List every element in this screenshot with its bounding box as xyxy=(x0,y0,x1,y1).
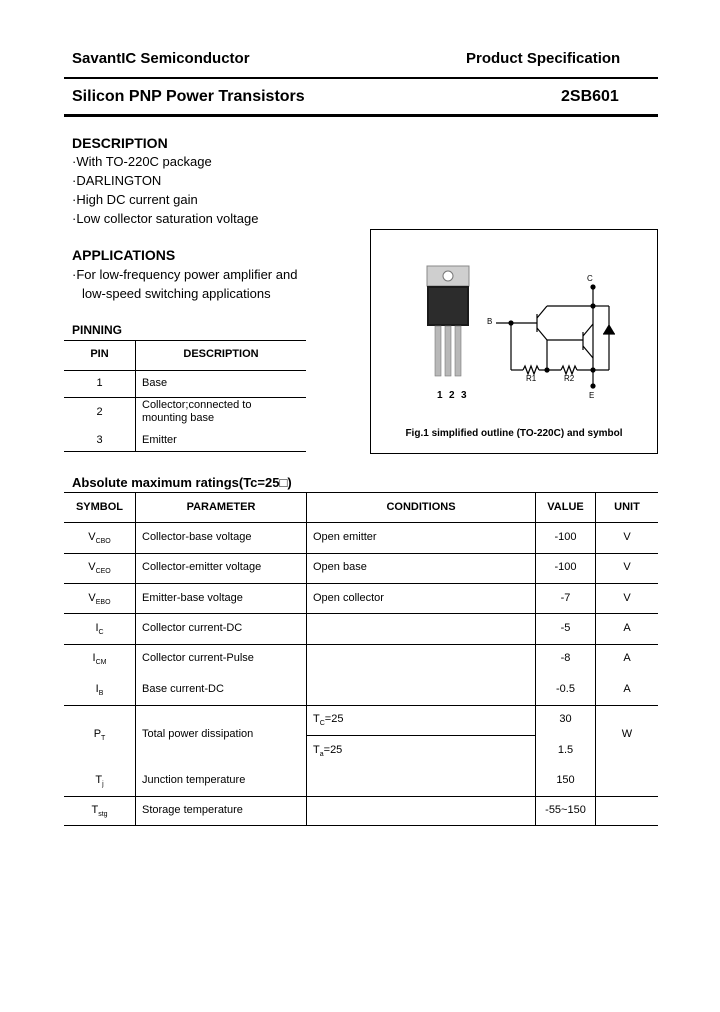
pinning-title: PINNING xyxy=(72,323,123,337)
unit-cell: V xyxy=(623,531,631,543)
table-rule xyxy=(64,583,658,584)
table-rule xyxy=(64,644,658,645)
symbol-letter: T xyxy=(91,804,99,816)
symbol-cell xyxy=(64,531,135,545)
applications-title: APPLICATIONS xyxy=(72,247,176,263)
table-rule xyxy=(64,613,658,614)
symbol-subscript: T xyxy=(101,735,106,743)
applications-item: ·For low-frequency power amplifier and xyxy=(72,267,298,282)
collector-label: C xyxy=(587,274,593,283)
pin-number: 2 xyxy=(96,406,103,418)
unit-cell: A xyxy=(623,683,631,695)
symbol-letter: P xyxy=(93,728,102,740)
symbol-subscript: CM xyxy=(95,659,107,667)
header-rule-bottom xyxy=(64,114,658,117)
value-cell: -5 xyxy=(560,622,571,634)
symbol-letter: V xyxy=(88,592,96,604)
condition-subscript: C xyxy=(319,720,325,728)
pin-header: PIN xyxy=(90,348,109,360)
table-rule xyxy=(306,492,307,826)
value-cell: -55~150 xyxy=(545,804,586,816)
degree-symbol: □ xyxy=(279,475,288,490)
value-cell: 1.5 xyxy=(557,744,574,756)
symbol-cell xyxy=(64,652,135,666)
condition-value: =25 xyxy=(323,744,343,756)
pin-description: Base xyxy=(142,377,168,389)
pin-label: 2 xyxy=(449,390,455,401)
value-cell: -100 xyxy=(554,561,577,573)
symbol-subscript: B xyxy=(98,690,104,698)
description-item: ·Low collector saturation voltage xyxy=(72,211,259,226)
pin-number: 3 xyxy=(96,434,103,446)
description-item: ·DARLINGTON xyxy=(72,173,162,188)
pin-label: 1 xyxy=(437,390,443,401)
ratings-title-text: Absolute maximum ratings(Tc=25 xyxy=(72,475,280,490)
ratings-table xyxy=(64,492,658,826)
pin-label: 3 xyxy=(461,390,467,401)
darlington-symbol xyxy=(496,285,615,388)
figure-caption: Fig.1 simplified outline (TO-220C) and symbol xyxy=(405,428,623,439)
applications-item: low-speed switching applications xyxy=(82,286,271,301)
symbol-cell xyxy=(64,774,135,788)
r2-label: R2 xyxy=(564,374,575,383)
table-rule xyxy=(64,825,658,826)
parameter-cell: Emitter-base voltage xyxy=(142,592,243,604)
pinning-table xyxy=(64,340,306,452)
conditions-cell: Open emitter xyxy=(313,531,377,543)
symbol-subscript: j xyxy=(102,781,104,789)
pin-number: 1 xyxy=(96,377,103,389)
conditions-header: CONDITIONS xyxy=(386,501,456,513)
table-rule xyxy=(64,340,306,341)
description-item: ·With TO-220C package xyxy=(72,154,212,169)
unit-header: UNIT xyxy=(614,501,640,513)
symbol-cell xyxy=(64,592,135,606)
description-item: ·High DC current gain xyxy=(72,192,198,207)
parameter-cell: Collector current-DC xyxy=(142,622,243,634)
unit-cell: V xyxy=(623,592,631,604)
figure-box xyxy=(370,229,658,454)
value-cell: -100 xyxy=(554,531,577,543)
symbol-letter: I xyxy=(95,622,99,634)
table-rule xyxy=(64,553,658,554)
value-header: VALUE xyxy=(547,501,584,513)
condition-subscript: a xyxy=(319,751,324,759)
parameter-cell: Base current-DC xyxy=(142,683,224,695)
condition-letter: T xyxy=(313,744,320,756)
pin-description: Collector;connected to xyxy=(142,399,252,411)
symbol-cell xyxy=(64,561,135,575)
value-cell: 150 xyxy=(556,774,575,786)
symbol-cell xyxy=(64,622,135,636)
r1-label: R1 xyxy=(526,374,537,383)
symbol-letter: I xyxy=(92,652,96,664)
symbol-cell xyxy=(64,683,135,697)
table-rule xyxy=(64,705,658,706)
symbol-subscript: CEO xyxy=(95,568,111,576)
parameter-cell: Total power dissipation xyxy=(142,728,254,740)
table-rule xyxy=(135,492,136,826)
symbol-subscript: CBO xyxy=(95,538,111,546)
header-rule-top xyxy=(64,77,658,79)
condition-letter: T xyxy=(313,713,320,725)
parameter-cell: Collector current-Pulse xyxy=(142,652,254,664)
value-cell: -7 xyxy=(560,592,571,604)
value-cell: 30 xyxy=(559,713,572,725)
table-rule xyxy=(64,796,658,797)
pin-description: mounting base xyxy=(142,412,215,424)
ratings-title-end: ) xyxy=(287,475,292,490)
symbol-letter: I xyxy=(95,683,99,695)
symbol-subscript: EBO xyxy=(95,599,111,607)
symbol-cell xyxy=(64,728,135,742)
part-number: 2SB601 xyxy=(561,88,619,105)
parameter-cell: Collector-base voltage xyxy=(142,531,252,543)
table-rule xyxy=(64,492,658,493)
parameter-cell: Collector-emitter voltage xyxy=(142,561,262,573)
value-cell: -8 xyxy=(560,652,571,664)
pin-description: Emitter xyxy=(142,434,177,446)
unit-cell: A xyxy=(623,652,631,664)
parameter-cell: Storage temperature xyxy=(142,804,243,816)
pin-description-header: DESCRIPTION xyxy=(183,348,259,360)
base-label: B xyxy=(487,317,493,326)
diode-triangle xyxy=(603,324,615,334)
conditions-cell xyxy=(313,744,342,758)
parameter-header: PARAMETER xyxy=(186,501,256,513)
to220-package-image xyxy=(427,266,469,376)
conditions-cell xyxy=(313,713,343,727)
unit-cell: W xyxy=(621,728,633,740)
emitter-label: E xyxy=(589,391,595,400)
condition-value: =25 xyxy=(324,713,344,725)
table-rule xyxy=(64,397,306,398)
company-name: SavantIC Semiconductor xyxy=(72,50,250,67)
unit-cell: A xyxy=(623,622,631,634)
product-line: Silicon PNP Power Transistors xyxy=(72,88,305,105)
symbol-subscript: stg xyxy=(98,811,108,819)
conditions-cell: Open base xyxy=(313,561,367,573)
symbol-subscript: C xyxy=(98,629,104,637)
symbol-header: SYMBOL xyxy=(75,501,124,513)
symbol-letter: V xyxy=(88,531,96,543)
table-rule xyxy=(306,735,535,736)
unit-cell: V xyxy=(623,561,631,573)
table-rule xyxy=(64,522,658,523)
symbol-letter: V xyxy=(88,561,96,573)
table-rule xyxy=(64,370,306,371)
symbol-letter: T xyxy=(95,774,103,786)
document-type: Product Specification xyxy=(466,50,621,67)
parameter-cell: Junction temperature xyxy=(142,774,246,786)
value-cell: -0.5 xyxy=(556,683,575,695)
symbol-cell xyxy=(64,804,135,818)
table-rule xyxy=(64,451,306,452)
ratings-title xyxy=(72,475,292,490)
conditions-cell: Open collector xyxy=(313,592,384,604)
package-and-symbol-drawing xyxy=(371,230,657,453)
description-title: DESCRIPTION xyxy=(72,135,168,151)
